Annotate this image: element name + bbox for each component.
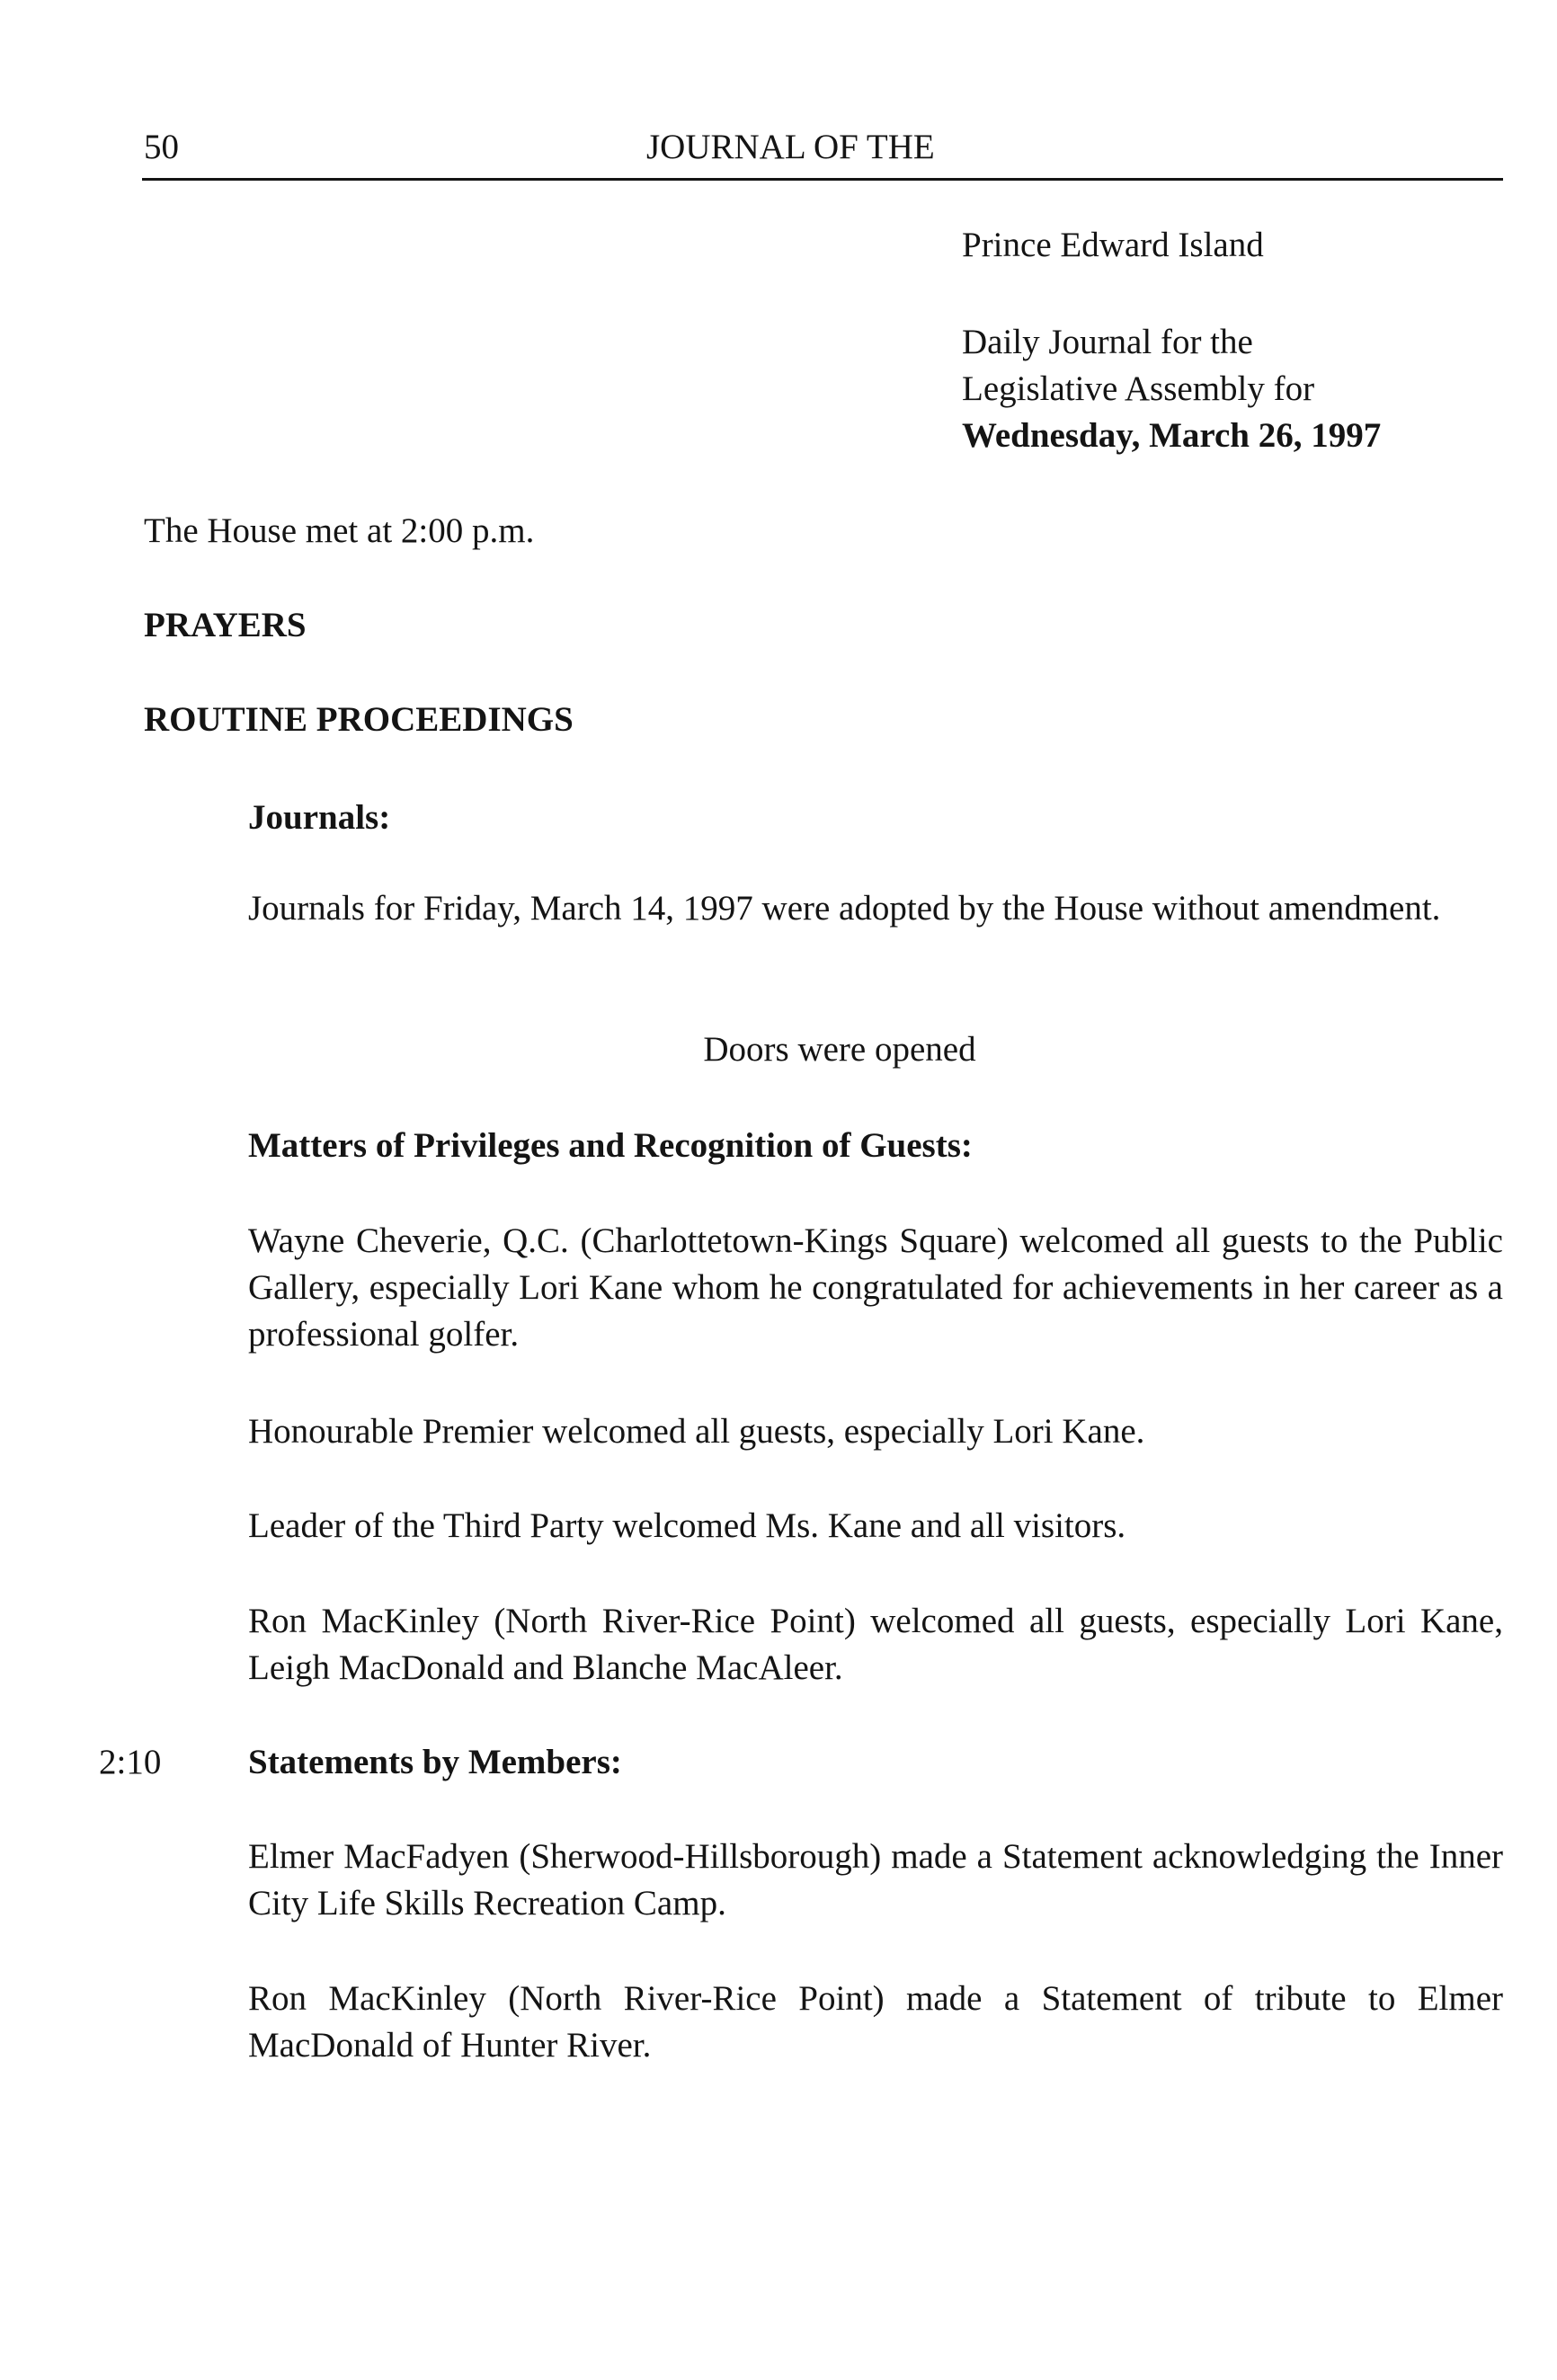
journal-title — [962, 319, 1501, 459]
time-marker: 2:10 — [99, 1743, 162, 1781]
routine-proceedings-heading: ROUTINE PROCEEDINGS — [144, 700, 574, 739]
province-name: Prince Edward Island — [962, 226, 1264, 264]
sitting-date: Wednesday, March 26, 1997 — [962, 416, 1382, 455]
journals-heading: Journals: — [248, 798, 391, 837]
guests-paragraph: Wayne Cheverie, Q.C. (Charlottetown-Kings Square) welcomed all guests to the Public Gallery, especially Lori Kane whom he congratulated for achievements in her career as a professional golfer. — [248, 1221, 1503, 1354]
page-number: 50 — [144, 128, 179, 166]
guests-paragraph: Ron MacKinley (North River-Rice Point) welcomed all guests, especially Lori Kane, Leigh MacDonald and Blanche MacAleer. — [248, 1602, 1503, 1687]
journals-paragraph: Journals for Friday, March 14, 1997 were adopted by the House without amendment. — [248, 889, 1441, 928]
header-rule — [142, 178, 1503, 181]
doors-opened-note: Doors were opened — [703, 1030, 976, 1069]
opening-statement: The House met at 2:00 p.m. — [144, 511, 535, 550]
guests-paragraph: Honourable Premier welcomed all guests, especially Lori Kane. — [248, 1412, 1145, 1451]
prayers-heading: PRAYERS — [144, 606, 307, 644]
statements-heading: Statements by Members: — [248, 1743, 622, 1781]
guests-paragraph: Leader of the Third Party welcomed Ms. Kane and all visitors. — [248, 1506, 1126, 1545]
journal-title-line-1: Daily Journal for the — [962, 323, 1253, 361]
guests-heading: Matters of Privileges and Recognition of Guests: — [248, 1126, 973, 1165]
statement-paragraph: Elmer MacFadyen (Sherwood-Hillsborough) made a Statement acknowledging the Inner City Life Skills Recreation Camp. — [248, 1837, 1503, 1923]
running-head: JOURNAL OF THE — [646, 128, 935, 166]
journal-title-line-2: Legislative Assembly for — [962, 369, 1315, 408]
statement-paragraph: Ron MacKinley (North River-Rice Point) made a Statement of tribute to Elmer MacDonald of Hunter River. — [248, 1979, 1503, 2065]
